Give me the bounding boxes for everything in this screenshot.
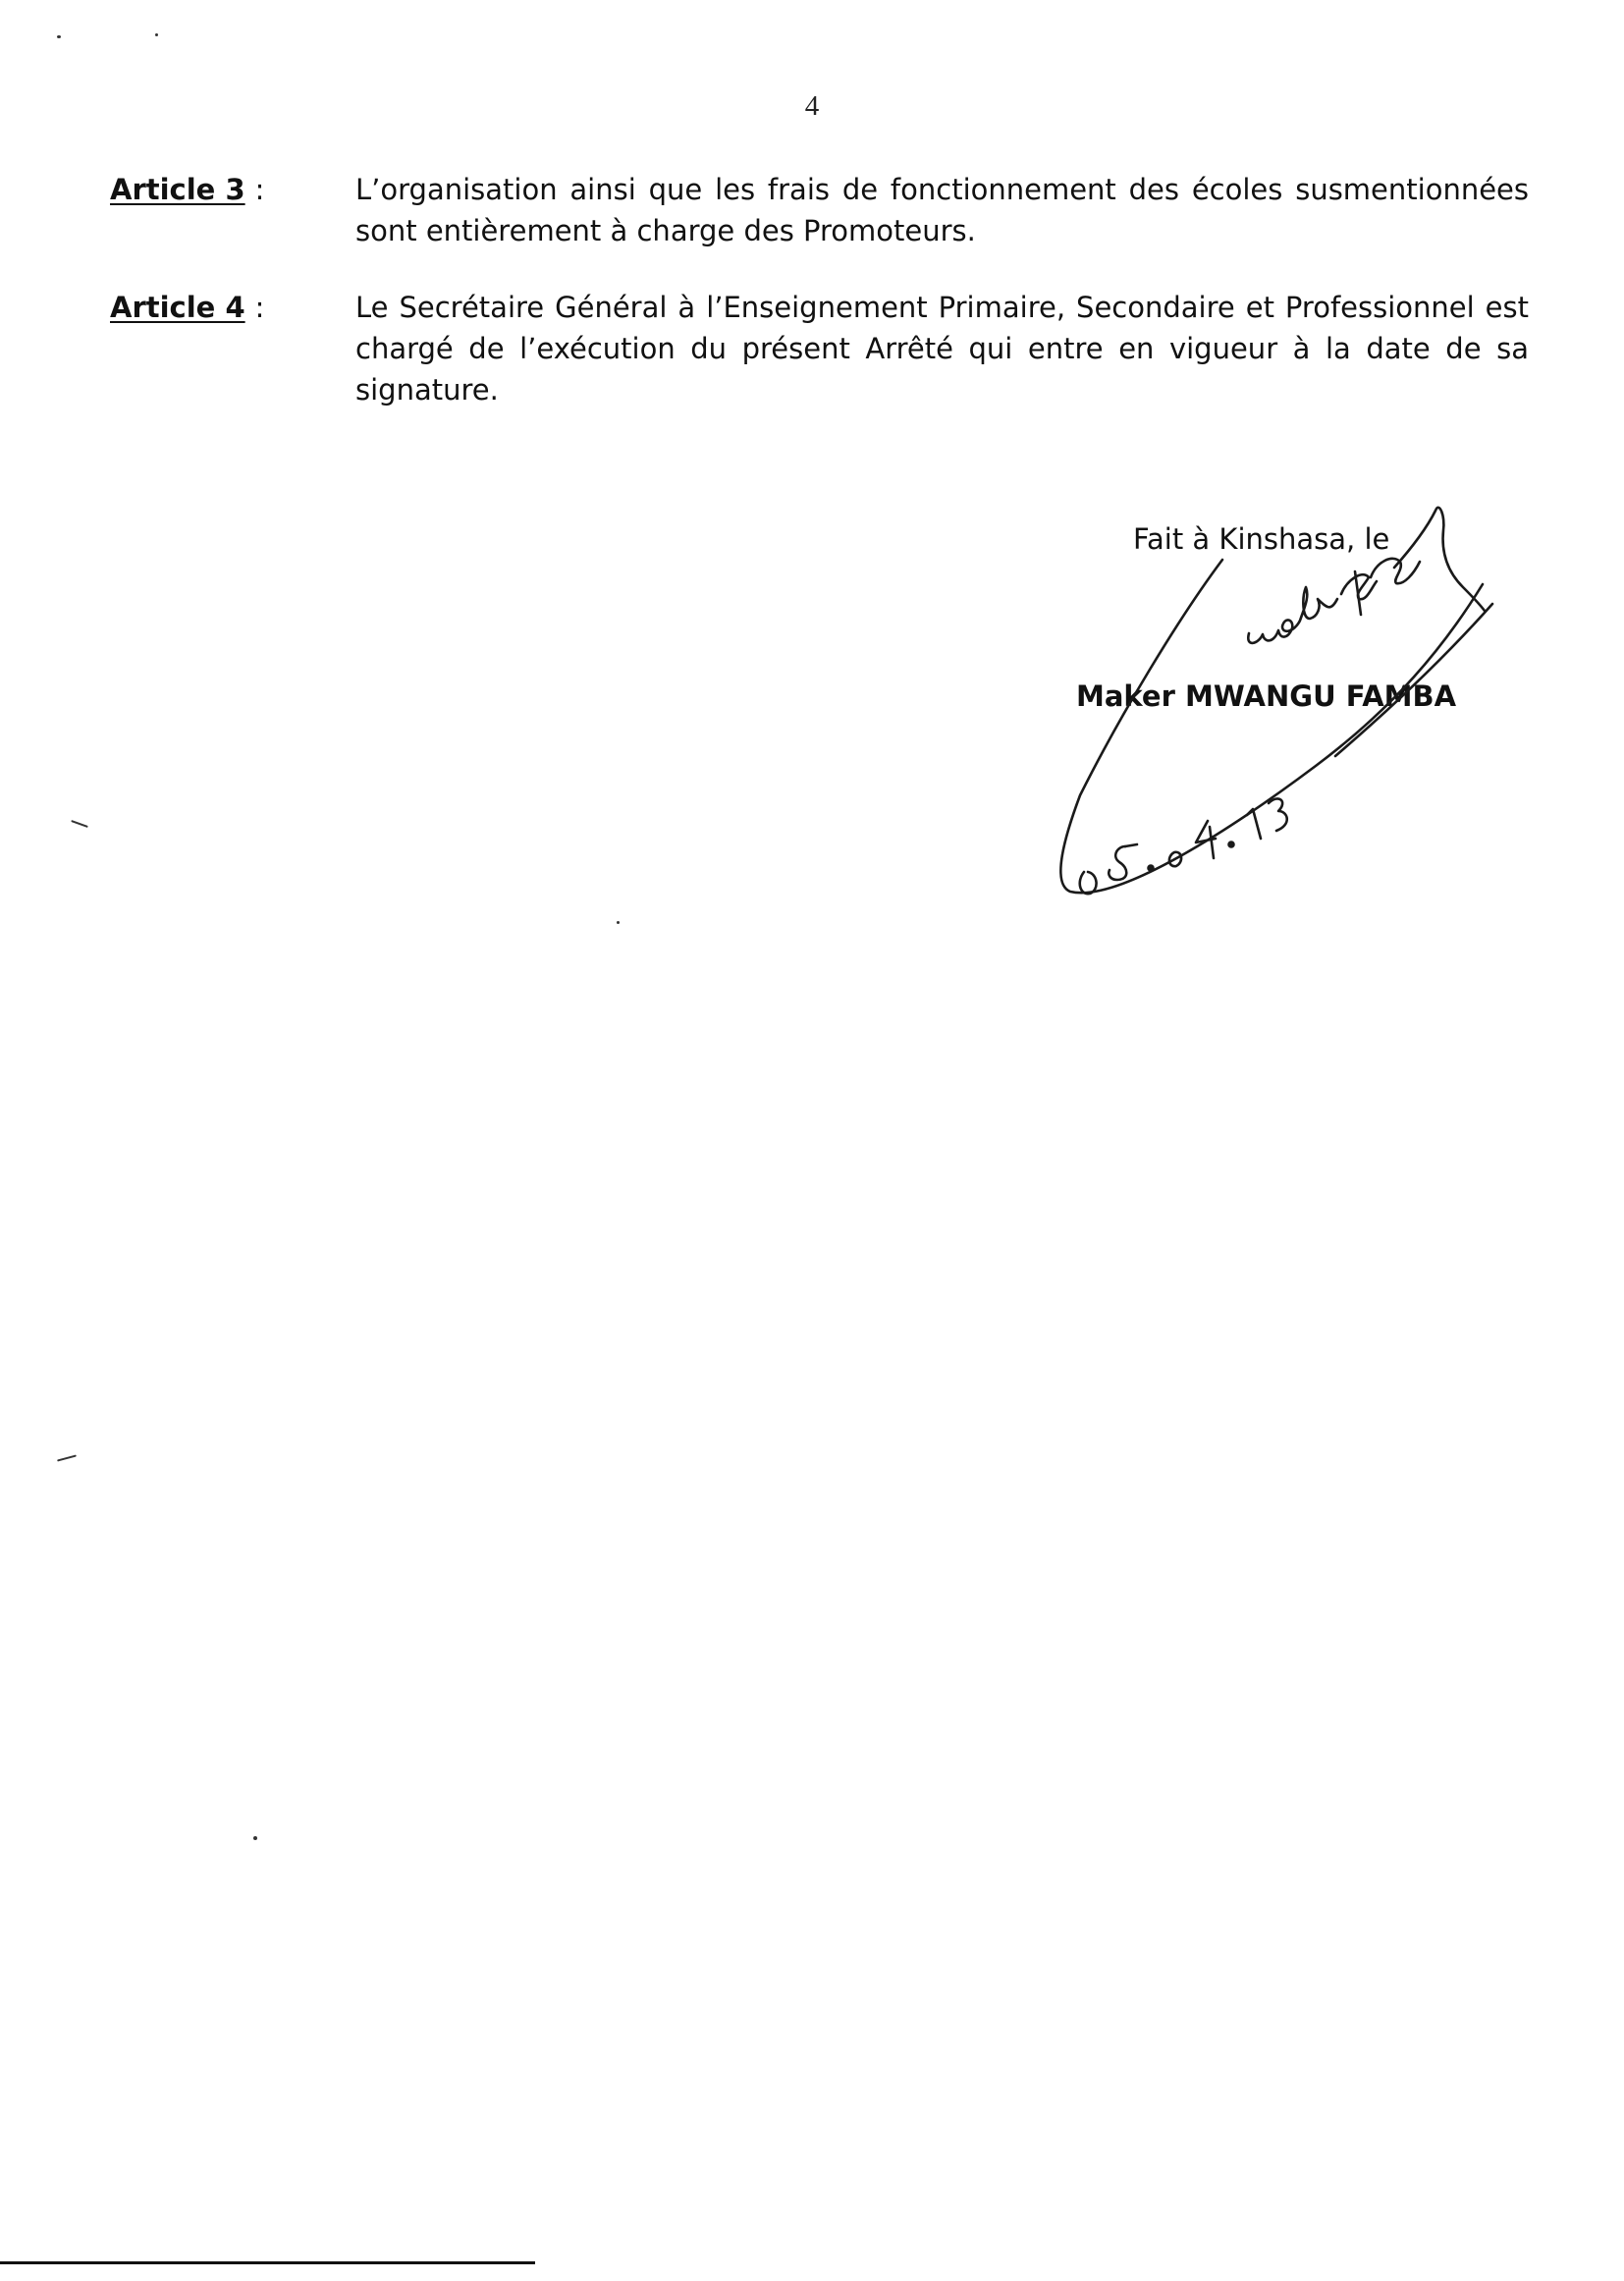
scan-speck — [155, 33, 158, 36]
article-label — [110, 169, 351, 210]
scan-speck — [617, 921, 620, 924]
scan-speck — [253, 1836, 257, 1840]
article-label-text: Article 3 — [110, 173, 245, 206]
signature-block — [982, 471, 1571, 923]
scan-speck — [71, 820, 88, 828]
article-label-text: Article 4 — [110, 291, 245, 324]
place-date: Fait à Kinshasa, le — [1133, 522, 1390, 556]
article-body: Le Secrétaire Général à l’Enseignement Primaire, Secondaire et Professionnel est chargé de l’exécution du présent Arrêté qui entre en vigueur à la date de sa signature. — [355, 291, 1529, 407]
article-label-colon: : — [254, 173, 265, 206]
article-body: L’organisation ainsi que les frais de fonctionnement des écoles susmentionnées sont entièrement à charge des Promoteurs. — [355, 173, 1529, 247]
scan-speck — [57, 35, 61, 38]
footer-rule — [0, 2261, 535, 2264]
article-label — [110, 287, 351, 328]
page-number: 4 — [804, 90, 820, 122]
article-label-colon: : — [254, 291, 265, 324]
signatory-name: Maker MWANGU FAMBA — [1076, 679, 1457, 713]
scan-speck — [57, 1454, 77, 1461]
